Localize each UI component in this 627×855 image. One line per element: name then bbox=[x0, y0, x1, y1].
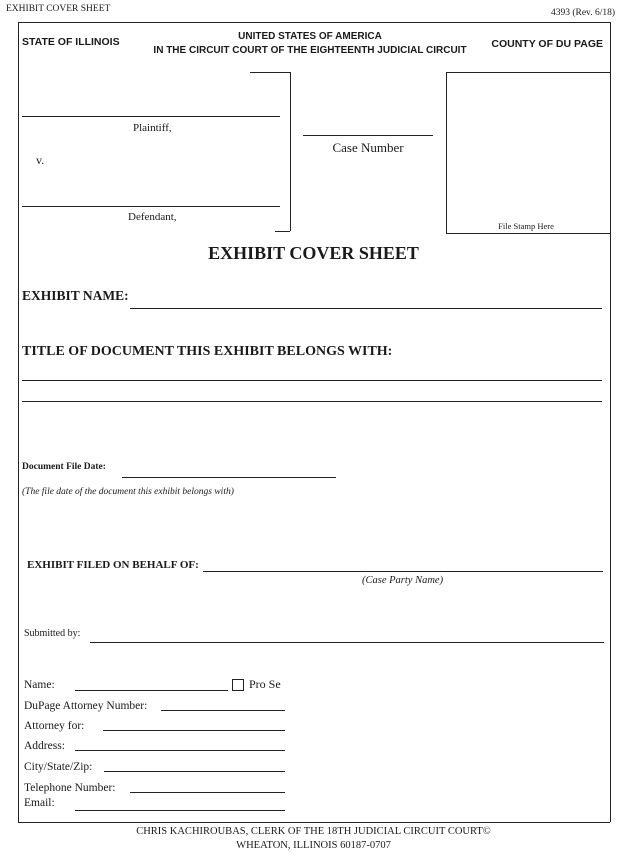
telephone-line[interactable] bbox=[130, 792, 285, 793]
form-header-label: EXHIBIT COVER SHEET bbox=[6, 4, 111, 14]
case-number-line[interactable] bbox=[303, 135, 433, 136]
telephone-label: Telephone Number: bbox=[24, 782, 116, 794]
defendant-line[interactable] bbox=[22, 206, 280, 207]
filed-on-behalf-label: EXHIBIT FILED ON BEHALF OF: bbox=[27, 559, 199, 571]
file-stamp-label: File Stamp Here bbox=[498, 221, 554, 231]
address-label: Address: bbox=[24, 740, 65, 752]
exhibit-name-label: EXHIBIT NAME: bbox=[22, 288, 129, 303]
document-file-date-label: Document File Date: bbox=[22, 462, 106, 472]
footer-address: WHEATON, ILLINOIS 60187-0707 bbox=[236, 840, 391, 851]
submitted-by-line[interactable] bbox=[90, 642, 604, 643]
name-label: Name: bbox=[24, 679, 55, 691]
attorney-for-line[interactable] bbox=[103, 730, 285, 731]
plaintiff-label: Plaintiff, bbox=[133, 122, 172, 134]
filed-on-behalf-line[interactable] bbox=[203, 571, 603, 572]
defendant-label: Defendant, bbox=[128, 211, 177, 223]
court-label: IN THE CIRCUIT COURT OF THE EIGHTEENTH JUDICIAL CIRCUIT bbox=[153, 45, 467, 56]
attorney-for-label: Attorney for: bbox=[24, 720, 85, 732]
outer-right-border bbox=[610, 22, 611, 822]
dupage-attorney-number-label: DuPage Attorney Number: bbox=[24, 700, 148, 712]
pro-se-label: Pro Se bbox=[249, 677, 281, 691]
county-label: COUNTY OF DU PAGE bbox=[491, 38, 603, 50]
country-label: UNITED STATES OF AMERICA bbox=[238, 31, 382, 42]
title-of-document-line-2[interactable] bbox=[22, 401, 602, 402]
plaintiff-line[interactable] bbox=[22, 116, 280, 117]
city-state-zip-line[interactable] bbox=[104, 771, 285, 772]
file-stamp-box bbox=[446, 72, 610, 234]
email-label: Email: bbox=[24, 797, 55, 809]
pro-se-checkbox[interactable] bbox=[232, 679, 244, 691]
email-line[interactable] bbox=[75, 810, 285, 811]
caption-right-border bbox=[290, 72, 291, 231]
submitted-by-label: Submitted by: bbox=[24, 628, 81, 639]
city-state-zip-label: City/State/Zip: bbox=[24, 761, 93, 773]
exhibit-name-line[interactable] bbox=[130, 308, 602, 309]
case-number-label: Case Number bbox=[332, 140, 404, 155]
outer-bottom-border bbox=[18, 822, 610, 823]
caption-bottom-tick bbox=[275, 231, 290, 232]
form-number: 4393 (Rev. 6/18) bbox=[550, 8, 615, 18]
document-file-date-line[interactable] bbox=[122, 477, 336, 478]
title-of-document-label: TITLE OF DOCUMENT THIS EXHIBIT BELONGS WITH: bbox=[22, 344, 393, 359]
name-line[interactable] bbox=[75, 690, 228, 691]
dupage-attorney-number-line[interactable] bbox=[161, 710, 285, 711]
footer-clerk: CHRIS KACHIROUBAS, CLERK OF THE 18TH JUDICIAL CIRCUIT COURT© bbox=[136, 826, 491, 837]
document-file-date-note: (The file date of the document this exhibit belongs with) bbox=[22, 487, 234, 497]
caption-top-tick bbox=[250, 72, 290, 73]
versus-label: v. bbox=[36, 153, 45, 167]
outer-left-border bbox=[18, 22, 19, 822]
address-line[interactable] bbox=[75, 750, 285, 751]
page-title: EXHIBIT COVER SHEET bbox=[208, 243, 419, 263]
outer-top-border bbox=[18, 22, 610, 23]
state-label: STATE OF ILLINOIS bbox=[22, 36, 120, 48]
case-party-name-note: (Case Party Name) bbox=[362, 575, 444, 586]
title-of-document-line-1[interactable] bbox=[22, 380, 602, 381]
